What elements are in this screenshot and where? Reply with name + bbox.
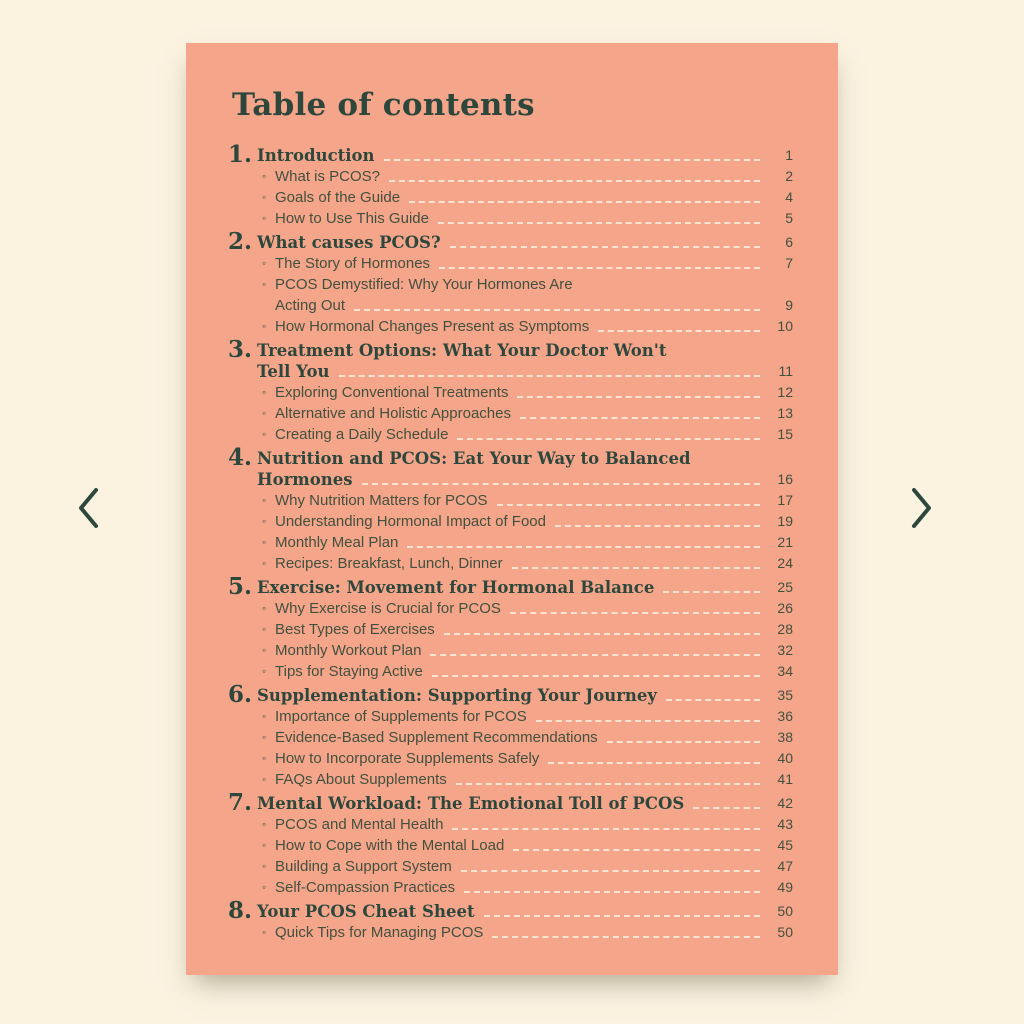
toc-sub-entry [228,316,793,337]
toc-entry-text: What is PCOS? [275,168,381,185]
dotted-leader [663,591,760,593]
toc-sub-entry [228,382,793,403]
toc-entry-text: PCOS Demystified: Why Your Hormones Are [275,276,573,293]
toc-entry-text: Supplementation: Supporting Your Journey [257,686,657,705]
circle-bullet-icon: ◦ [262,817,267,831]
toc-entry-text: Creating a Daily Schedule [275,426,449,443]
toc-entry-line [257,685,793,706]
circle-bullet-icon: ◦ [262,169,267,183]
page-number: 41 [777,771,793,787]
next-page-button[interactable] [898,478,946,538]
page-number: 13 [777,405,793,421]
page-number: 2 [785,168,793,184]
toc-entry-line [275,598,793,619]
toc-entry-text: Tell You [257,362,330,381]
circle-bullet-icon: ◦ [262,427,267,441]
page-number: 12 [777,384,793,400]
toc-entry-line [275,382,793,403]
toc-sub-entry [228,748,793,769]
toc-list [228,141,793,943]
page-number: 45 [777,837,793,853]
toc-sub-entry [228,511,793,532]
page-number: 16 [777,471,793,487]
page-number: 11 [778,363,793,379]
toc-entry-text: Treatment Options: What Your Doctor Won't [257,341,667,360]
toc-entry-text: PCOS and Mental Health [275,816,444,833]
toc-entry-text: Your PCOS Cheat Sheet [257,902,475,921]
toc-entry-line [257,145,793,166]
toc-entry-text: How to Incorporate Supplements Safely [275,750,540,767]
section-number: 8. [228,897,253,924]
page-number: 40 [777,750,793,766]
toc-sub-entry [228,490,793,511]
dotted-leader [464,891,760,893]
toc-entry-line [257,448,793,469]
page-number: 6 [785,234,793,250]
circle-bullet-icon: ◦ [262,859,267,873]
toc-entry-line [275,835,793,856]
dotted-leader [439,267,760,269]
toc-entry-text: Importance of Supplements for PCOS [275,708,527,725]
toc-entry-line [275,187,793,208]
toc-entry-line [257,901,793,922]
toc-sub-entry [228,553,793,574]
toc-entry-line [275,316,793,337]
toc-entry-line [275,295,793,316]
page-number: 5 [785,210,793,226]
circle-bullet-icon: ◦ [262,751,267,765]
toc-section-entry [228,789,793,816]
dotted-leader [484,915,760,917]
circle-bullet-icon: ◦ [262,277,267,291]
toc-sub-entry [228,922,793,943]
circle-bullet-icon: ◦ [262,709,267,723]
dotted-leader [693,807,760,809]
toc-section-entry [228,897,793,924]
circle-bullet-icon: ◦ [262,190,267,204]
toc-entry-text: Monthly Workout Plan [275,642,422,659]
page-number: 7 [785,255,793,271]
page-number: 24 [777,555,793,571]
dotted-leader [407,546,760,548]
page-number: 1 [785,147,793,163]
page-number: 9 [785,297,793,313]
dotted-leader [354,309,760,311]
toc-entry-text: The Story of Hormones [275,255,431,272]
toc-entry-line [275,727,793,748]
circle-bullet-icon: ◦ [262,664,267,678]
toc-entry-text: Mental Workload: The Emotional Toll of PCOS [257,794,685,813]
toc-entry-line [275,532,793,553]
chevron-left-icon [75,486,101,530]
page-number: 17 [777,492,793,508]
dotted-leader [409,201,760,203]
dotted-leader [598,330,760,332]
page-title: Table of contents [232,87,535,123]
toc-entry-line [275,166,793,187]
dotted-leader [517,396,760,398]
dotted-leader [456,783,760,785]
dotted-leader [461,870,760,872]
toc-page [186,43,838,975]
toc-entry-text: FAQs About Supplements [275,771,447,788]
section-number: 4. [228,444,253,471]
toc-sub-entry [228,661,793,682]
toc-sub-entry [228,166,793,187]
section-number: 1. [228,141,253,168]
toc-entry-line [275,511,793,532]
toc-section-entry [228,573,793,600]
toc-entry-text: Tips for Staying Active [275,663,423,680]
toc-section-entry [228,681,793,708]
section-number: 7. [228,789,253,816]
section-number: 3. [228,336,253,363]
toc-entry-text: Hormones [257,470,353,489]
chevron-right-icon [909,486,935,530]
page-number: 28 [777,621,793,637]
circle-bullet-icon: ◦ [262,772,267,786]
toc-entry-line [275,769,793,790]
toc-entry-text: Nutrition and PCOS: Eat Your Way to Balanced [257,449,691,468]
dotted-leader [548,762,760,764]
circle-bullet-icon: ◦ [262,880,267,894]
toc-sub-entry [228,274,793,316]
dotted-leader [492,936,760,938]
prev-page-button[interactable] [64,478,112,538]
toc-entry-line [275,706,793,727]
page-number: 26 [777,600,793,616]
page-number: 4 [785,189,793,205]
circle-bullet-icon: ◦ [262,256,267,270]
toc-sub-entry [228,619,793,640]
page-number: 34 [777,663,793,679]
toc-entry-line [275,490,793,511]
circle-bullet-icon: ◦ [262,556,267,570]
toc-entry-line [257,577,793,598]
dotted-leader [432,675,760,677]
toc-entry-line [275,748,793,769]
dotted-leader [536,720,760,722]
circle-bullet-icon: ◦ [262,622,267,636]
page-number: 21 [777,534,793,550]
toc-entry-text: Exercise: Movement for Hormonal Balance [257,578,655,597]
page-number: 47 [777,858,793,874]
page-number: 42 [777,795,793,811]
toc-sub-entry [228,598,793,619]
toc-entry-text: Exploring Conventional Treatments [275,384,509,401]
circle-bullet-icon: ◦ [262,406,267,420]
toc-entry-text: What causes PCOS? [257,233,441,252]
toc-entry-line [275,553,793,574]
toc-entry-text: How Hormonal Changes Present as Symptoms [275,318,590,335]
page-number: 15 [777,426,793,442]
dotted-leader [513,849,760,851]
dotted-leader [452,828,760,830]
toc-sub-entry [228,706,793,727]
toc-entry-text: Alternative and Holistic Approaches [275,405,511,422]
toc-entry-text: Acting Out [275,297,346,314]
toc-entry-line [275,661,793,682]
toc-entry-line [257,793,793,814]
toc-sub-entry [228,208,793,229]
toc-sub-entry [228,253,793,274]
toc-entry-line [275,253,793,274]
dotted-leader [512,567,760,569]
toc-sub-entry [228,424,793,445]
toc-entry-line [275,640,793,661]
toc-sub-entry [228,835,793,856]
page-number: 25 [777,579,793,595]
toc-section-entry [228,336,793,382]
circle-bullet-icon: ◦ [262,514,267,528]
dotted-leader [362,483,760,485]
toc-entry-text: Understanding Hormonal Impact of Food [275,513,546,530]
page-number: 35 [777,687,793,703]
toc-entry-text: How to Use This Guide [275,210,429,227]
dotted-leader [555,525,760,527]
toc-entry-text: Evidence-Based Supplement Recommendations [275,729,598,746]
toc-entry-line [257,232,793,253]
circle-bullet-icon: ◦ [262,730,267,744]
circle-bullet-icon: ◦ [262,493,267,507]
toc-entry-text: Monthly Meal Plan [275,534,399,551]
circle-bullet-icon: ◦ [262,211,267,225]
circle-bullet-icon: ◦ [262,601,267,615]
toc-entry-line [275,922,793,943]
page-number: 10 [777,318,793,334]
dotted-leader [339,375,760,377]
toc-entry-text: Quick Tips for Managing PCOS [275,924,484,941]
section-number: 5. [228,573,253,600]
toc-entry-line [257,340,793,361]
dotted-leader [438,222,760,224]
dotted-leader [497,504,760,506]
toc-section-entry [228,141,793,168]
dotted-leader [450,246,760,248]
toc-entry-text: Why Nutrition Matters for PCOS [275,492,488,509]
page-number: 49 [777,879,793,895]
toc-entry-line [275,274,793,295]
dotted-leader [520,417,760,419]
page-number: 38 [777,729,793,745]
section-number: 6. [228,681,253,708]
toc-sub-entry [228,187,793,208]
circle-bullet-icon: ◦ [262,319,267,333]
dotted-leader [444,633,760,635]
toc-entry-text: Self-Compassion Practices [275,879,456,896]
dotted-leader [457,438,760,440]
section-number: 2. [228,228,253,255]
page-number: 43 [777,816,793,832]
toc-entry-line [275,619,793,640]
dotted-leader [666,699,760,701]
dotted-leader [607,741,760,743]
toc-entry-line [275,208,793,229]
toc-sub-entry [228,856,793,877]
dotted-leader [389,180,760,182]
toc-entry-text: Introduction [257,146,375,165]
toc-sub-entry [228,640,793,661]
toc-sub-entry [228,814,793,835]
toc-sub-entry [228,403,793,424]
dotted-leader [430,654,760,656]
circle-bullet-icon: ◦ [262,925,267,939]
toc-entry-line [275,403,793,424]
page-number: 19 [777,513,793,529]
circle-bullet-icon: ◦ [262,643,267,657]
dotted-leader [510,612,760,614]
circle-bullet-icon: ◦ [262,838,267,852]
toc-entry-text: Building a Support System [275,858,452,875]
toc-entry-line [275,856,793,877]
circle-bullet-icon: ◦ [262,535,267,549]
page-number: 36 [777,708,793,724]
toc-sub-entry [228,532,793,553]
toc-sub-entry [228,727,793,748]
page-number: 50 [777,903,793,919]
circle-bullet-icon: ◦ [262,385,267,399]
toc-entry-text: Why Exercise is Crucial for PCOS [275,600,501,617]
toc-entry-line [257,469,793,490]
toc-entry-line [275,424,793,445]
toc-section-entry [228,228,793,255]
toc-sub-entry [228,877,793,898]
toc-entry-text: How to Cope with the Mental Load [275,837,505,854]
toc-entry-text: Best Types of Exercises [275,621,435,638]
dotted-leader [384,159,760,161]
page-number: 32 [777,642,793,658]
toc-entry-line [275,814,793,835]
toc-entry-text: Recipes: Breakfast, Lunch, Dinner [275,555,503,572]
toc-entry-text: Goals of the Guide [275,189,401,206]
toc-entry-line [275,877,793,898]
toc-entry-line [257,361,793,382]
page-number: 50 [777,924,793,940]
toc-sub-entry [228,769,793,790]
toc-section-entry [228,444,793,490]
